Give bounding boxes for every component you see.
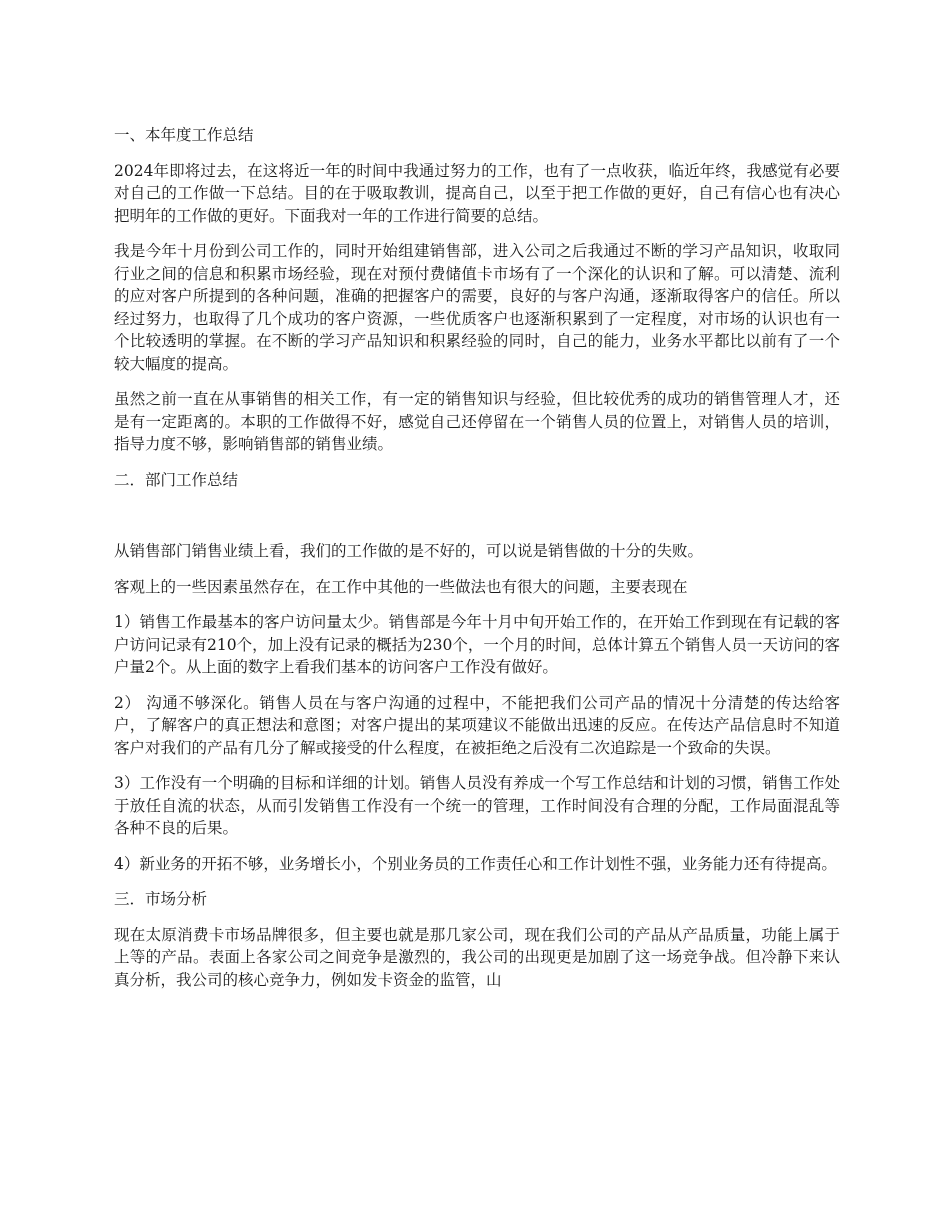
section-heading-department-summary: 二．部门工作总结 — [114, 470, 239, 489]
paragraph-intro: 2024年即将过去，在这将近一年的时间中我通过努力的工作，也有了一点收获，临近年终，我感觉有必要对自己的工作做一下总结。目的在于吸取教训，提高自己，以至于把工作做的更好，自己有信心也有决心把明年的工作做的更好。下面我对一年的工作进行简要的总结。 — [114, 161, 840, 225]
list-item-planning: 3）工作没有一个明确的目标和详细的计划。销售人员没有养成一个写工作总结和计划的习惯，销售工作处于放任自流的状态，从而引发销售工作没有一个统一的管理，工作时间没有合理的分配，工作局面混乱等各种不良的后果。 — [114, 774, 840, 837]
document-body — [114, 124, 840, 1004]
paragraph-experience: 我是今年十月份到公司工作的，同时开始组建销售部，进入公司之后我通过不断的学习产品知识，收取同行业之间的信息和积累市场经验，现在对预付费储值卡市场有了一个深化的认识和了解。可以清楚、流利的应对客户所提到的各种问题，准确的把握客户的需要，良好的与客户沟通，逐渐取得客户的信任。所以经过努力，也取得了几个成功的客户资源，一些优质客户也逐渐积累到了一定程度，对市场的认识也有一个比较透明的掌握。在不断的学习产品知识和积累经验的同时，自己的能力，业务水平都比以前有了一个较大幅度的提高。 — [114, 242, 840, 373]
paragraph-sales-performance: 从销售部门销售业绩上看，我们的工作做的是不好的，可以说是销售做的十分的失败。 — [114, 542, 704, 560]
list-item-new-business: 4）新业务的开拓不够，业务增长小，个别业务员的工作责任心和工作计划性不强，业务能力还有待提高。 — [114, 854, 837, 873]
paragraph-problems-intro: 客观上的一些因素虽然存在，在工作中其他的一些做法也有很大的问题，主要表现在 — [114, 577, 688, 596]
blank-spacer — [114, 504, 840, 540]
section-heading-annual-summary: 一、本年度工作总结 — [114, 126, 254, 144]
list-item-visit-volume: 1）销售工作最基本的客户访问量太少。销售部是今年十月中旬开始工作的，在开始工作到现在有记载的客户访问记录有210个，加上没有记录的概括为230个，一个月的时间，总体计算五个销售人员一天访问的客户量2个。从上面的数字上看我们基本的访问客户工作没有做好。 — [114, 613, 840, 676]
paragraph-shortcomings: 虽然之前一直在从事销售的相关工作，有一定的销售知识与经验，但比较优秀的成功的销售管理人才，还是有一定距离的。本职的工作做得不好，感觉自己还停留在一个销售人员的位置上，对销售人员的培训，指导力度不够，影响销售部的销售业绩。 — [114, 390, 840, 453]
list-item-communication: 2） 沟通不够深化。销售人员在与客户沟通的过程中，不能把我们公司产品的情况十分清楚的传达给客户，了解客户的真正想法和意图；对客户提出的某项建议不能做出迅速的反应。在传达产品信息时不知道客户对我们的产品有几分了解或接受的什么程度，在被拒绝之后没有二次追踪是一个致命的失误。 — [114, 693, 840, 757]
section-heading-market-analysis: 三．市场分析 — [114, 890, 208, 908]
paragraph-market: 现在太原消费卡市场品牌很多，但主要也就是那几家公司，现在我们公司的产品从产品质量，功能上属于上等的产品。表面上各家公司之间竞争是激烈的，我公司的出现更是加剧了这一场竞争战。但冷静下来认真分析，我公司的核心竞争力，例如发卡资金的监管，山 — [114, 925, 840, 989]
